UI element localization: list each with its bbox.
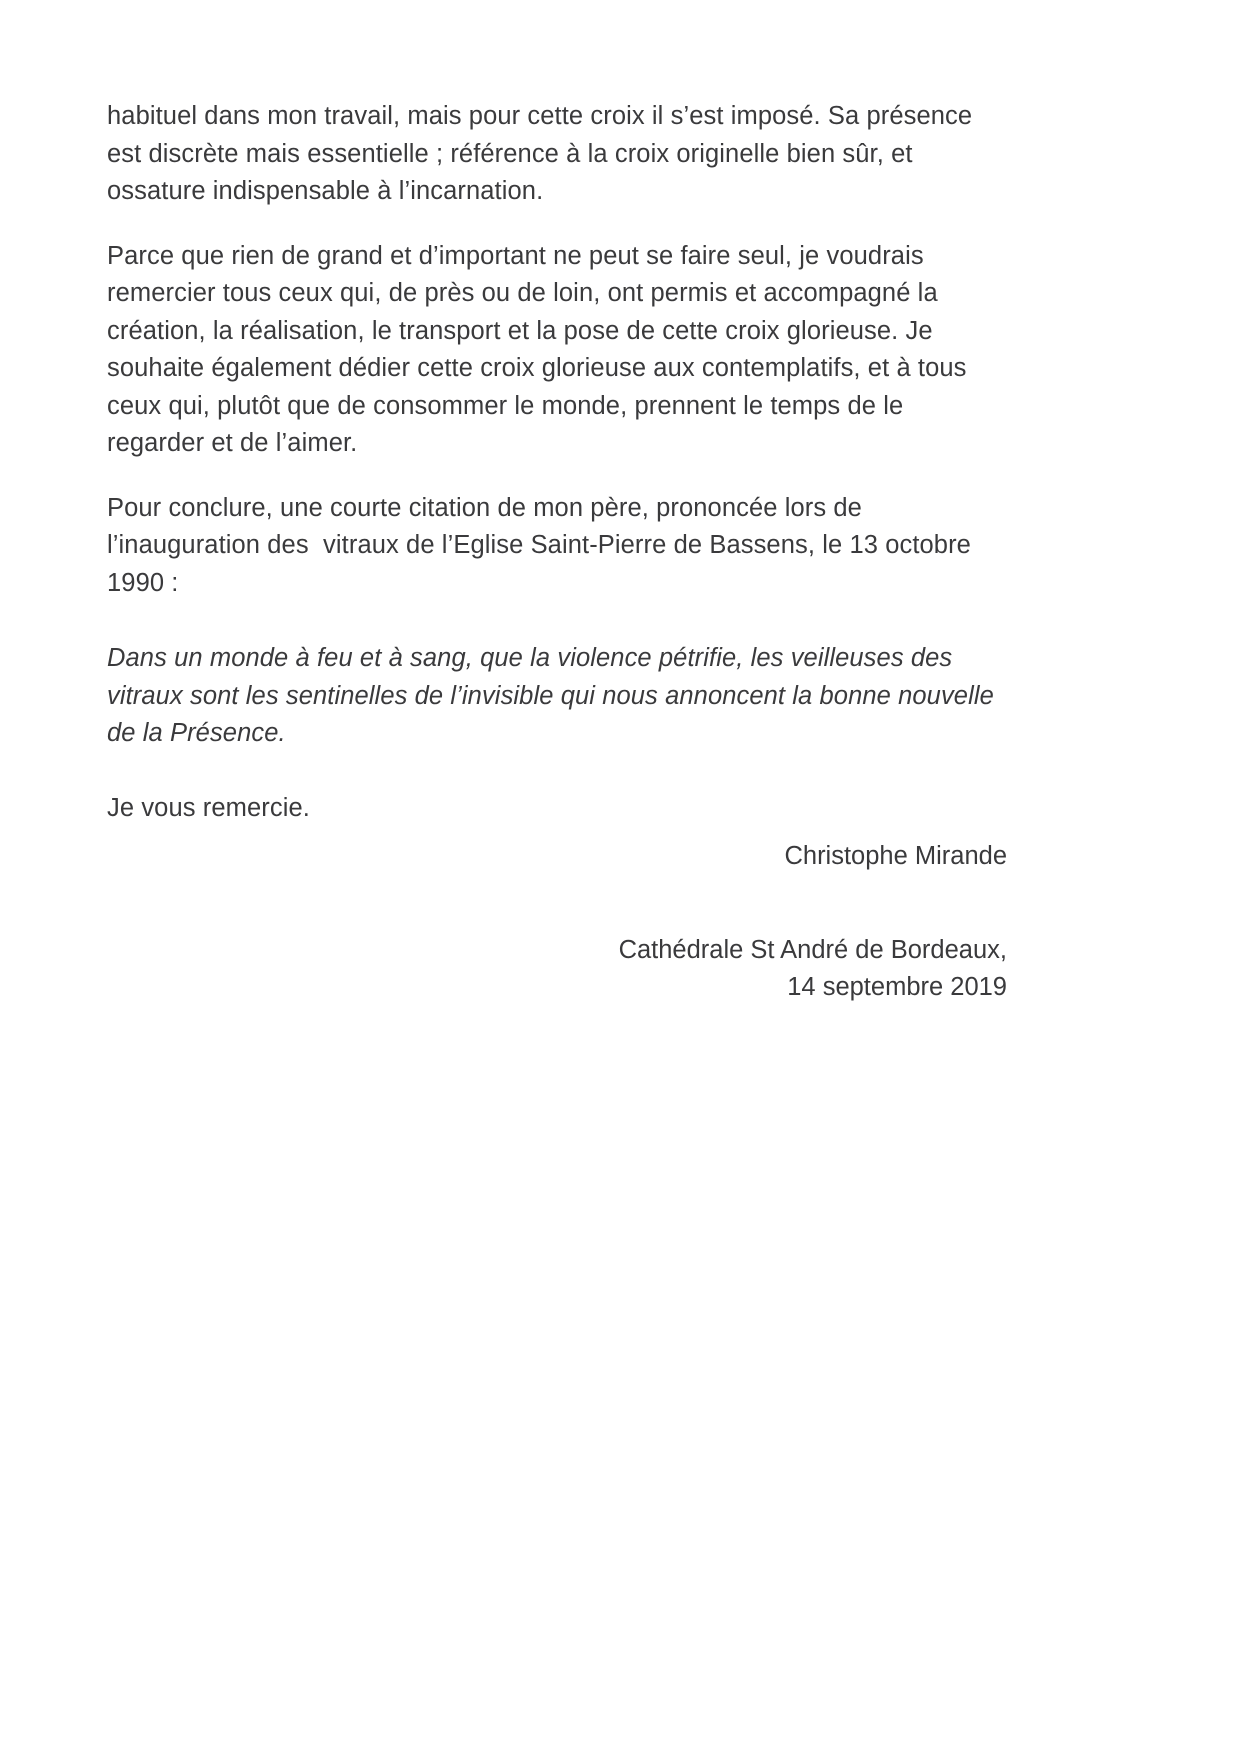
paragraph-croix-impose: habituel dans mon travail, mais pour cette croix il s’est imposé. Sa présence est discrète mais essentielle ; référence à la croix originelle bien sûr, et ossature indispensable à l’incarnation. — [107, 102, 980, 205]
paragraph-remerciements: Parce que rien de grand et d’important ne peut se faire seul, je voudrais remercier tous ceux qui, de près ou de loin, ont permis et accompagné la création, la réalisation, le transport et la pose de cette croix glorieuse. Je souhaite également dédier cette croix glorieuse aux contemplatifs, et à tous ceux qui, plutôt que de consommer le monde, prennent le temps de le regarder et de l’aimer. — [107, 241, 974, 457]
signature-place: Cathédrale St André de Bordeaux, — [618, 935, 1007, 964]
signature-name: Christophe Mirande — [784, 842, 1007, 870]
spacer-before-quote — [107, 629, 1007, 640]
signature-block — [107, 838, 1007, 1007]
paragraph-citation: Dans un monde à feu et à sang, que la violence pétrifie, les veilleuses des vitraux sont les sentinelles de l’invisible qui nous annoncent la bonne nouvelle de la Présence. — [107, 644, 1002, 747]
signature-date: 14 septembre 2019 — [787, 973, 1007, 1001]
spacer-before-thanks — [107, 780, 1007, 790]
paragraph-remerciement-final: Je vous remercie. — [107, 793, 310, 822]
paragraph-conclusion: Pour conclure, une courte citation de mon père, prononcée lors de l’inauguration des vitraux de l’Eglise Saint-Pierre de Bassens, le 13 octobre 1990 : — [107, 493, 979, 597]
document-body — [107, 98, 1007, 854]
